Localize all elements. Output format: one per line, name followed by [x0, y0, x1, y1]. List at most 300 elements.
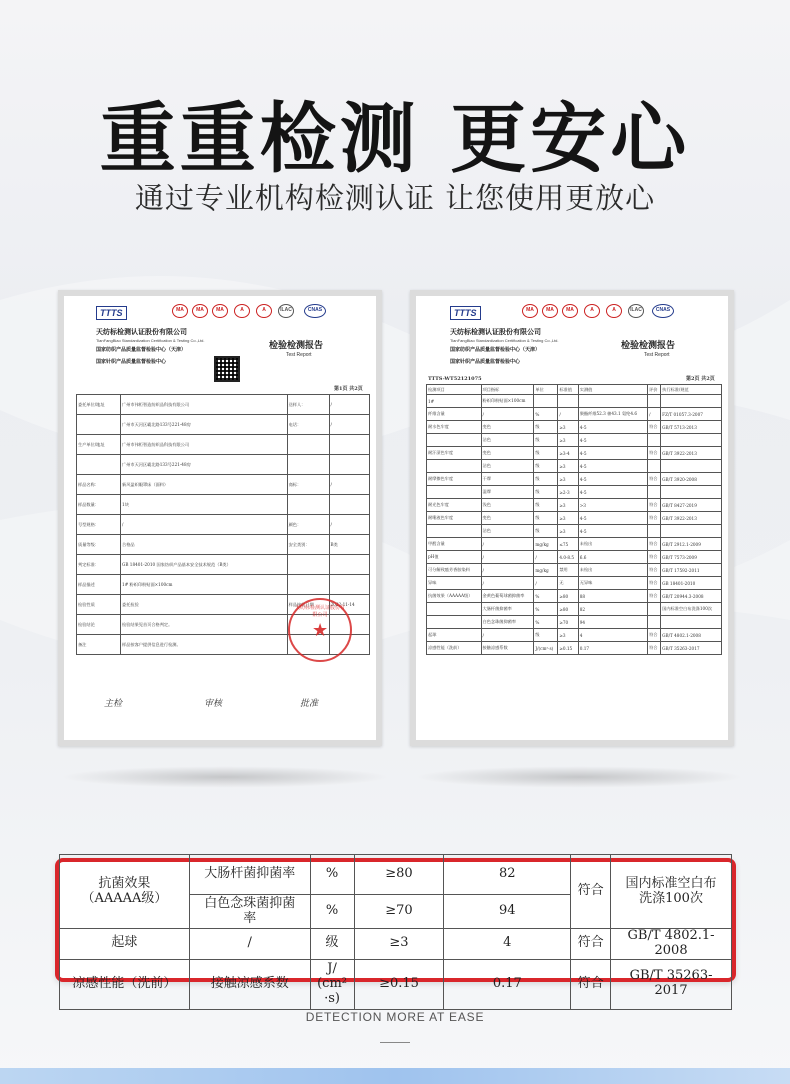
table-row — [427, 616, 722, 629]
table-cell: GB/T 5713-2013 — [661, 421, 722, 434]
official-stamp — [288, 598, 352, 662]
table-cell: 4-5 — [578, 421, 647, 434]
table-cell: >3 — [578, 499, 647, 512]
table-cell: 符合 — [648, 538, 661, 551]
table-header-cell: 实测值 — [578, 385, 647, 395]
zoom-cell-method: 国内标准空白布 洗涤100次 — [611, 855, 732, 929]
table-row — [77, 495, 370, 515]
stamp-text: 天纺标检测认证股份有限公司 — [294, 605, 345, 618]
table-header-cell: 单位 — [534, 385, 558, 395]
table-cell: 起球 — [427, 629, 482, 642]
table-cell — [329, 495, 369, 515]
table-cell: 无异味 — [578, 577, 647, 590]
zoom-cell-eval: 符合 — [571, 855, 611, 929]
ttts-logo: TTTS — [450, 306, 481, 320]
table-cell: 4-5 — [578, 525, 647, 538]
center2-name: 国家针织产品质量监督检验中心 — [96, 359, 167, 365]
certification-seal-icon: A — [234, 304, 250, 318]
table-cell: / — [481, 564, 534, 577]
caption-underline — [380, 1042, 410, 1043]
table-cell — [329, 555, 369, 575]
zoomed-results-table — [59, 854, 732, 1010]
table-row — [427, 564, 722, 577]
table-cell: ≥3-4 — [558, 447, 578, 460]
table-row — [427, 486, 722, 499]
table-row — [427, 629, 722, 642]
table-cell: 94 — [578, 616, 647, 629]
test-report-page-2 — [410, 290, 734, 746]
table-row — [77, 555, 370, 575]
table-cell: 样品数量： — [77, 495, 121, 515]
table-cell — [427, 616, 482, 629]
table-cell: 耐水色牢度 — [427, 421, 482, 434]
zoom-cell-method: GB/T 35263-2017 — [611, 959, 732, 1009]
table-cell: mg/kg — [534, 538, 558, 551]
table-cell: / — [558, 408, 578, 421]
table-row — [77, 535, 370, 555]
test-report-page-1 — [58, 290, 382, 746]
table-cell: 级 — [534, 629, 558, 642]
table-header-cell: 项目指标 — [481, 385, 534, 395]
table-cell: 级 — [534, 499, 558, 512]
table-cell: GB/T 3920-2008 — [661, 473, 722, 486]
table-cell: 生产单位/地址 — [77, 435, 121, 455]
table-cell — [77, 455, 121, 475]
zoom-cell-item: 凉感性能（洗前） — [60, 959, 190, 1009]
table-cell: 湿摩 — [481, 486, 534, 499]
table-cell: 样品接收日期 — [287, 595, 329, 615]
table-cell: ≥0.15 — [558, 642, 578, 655]
table-cell — [287, 455, 329, 475]
zoom-cell-std: ≥70 — [354, 895, 444, 929]
table-cell: 未检出 — [578, 538, 647, 551]
cma-seal-icon: MA — [192, 304, 208, 318]
table-cell — [648, 395, 661, 408]
table-cell: 浅色 — [481, 499, 534, 512]
table-cell: 符合 — [648, 564, 661, 577]
zoomed-results-highlight — [55, 858, 736, 1006]
zoom-cell-val: 0.17 — [444, 959, 571, 1009]
table-cell: 电话： — [287, 415, 329, 435]
table-cell: 广州市天河区霸北路133号221-48房 — [121, 455, 288, 475]
table-cell: 符合 — [648, 447, 661, 460]
table-cell: / — [534, 551, 558, 564]
table-cell — [77, 415, 121, 435]
table-cell: 沾色 — [481, 525, 534, 538]
table-cell: 级 — [534, 486, 558, 499]
table-header-cell: 评价 — [648, 385, 661, 395]
table-cell: 级 — [534, 473, 558, 486]
table-cell: 级 — [534, 421, 558, 434]
results-table — [426, 384, 722, 655]
table-cell: 广州市伟柜智造纺织品科技有限公司 — [121, 395, 288, 415]
table-cell — [287, 495, 329, 515]
table-cell: GB/T 4802.1-2008 — [661, 629, 722, 642]
zoom-cell-std: ≥80 — [354, 855, 444, 895]
table-row — [427, 447, 722, 460]
table-cell: 新风盈织眼罩床（面料） — [121, 475, 288, 495]
table-cell: 4-5 — [578, 434, 647, 447]
table-cell: 级 — [534, 460, 558, 473]
zoom-cell-std: ≥0.15 — [354, 959, 444, 1009]
zoom-cell-sub: / — [189, 929, 310, 960]
table-cell: 样品描述 — [77, 575, 121, 595]
table-cell: 大肠杆菌抑菌率 — [481, 603, 534, 616]
table-cell: 耐光色牢度 — [427, 499, 482, 512]
table-cell: % — [534, 590, 558, 603]
report-number: TTTS-WT52121075 — [428, 376, 482, 382]
table-cell — [661, 525, 722, 538]
zoom-table-row — [60, 929, 732, 960]
table-cell: 可分解致癌芳香胺染料 — [427, 564, 482, 577]
page-indicator: 第1页 共2页 — [334, 386, 363, 392]
table-cell: / — [121, 515, 288, 535]
table-cell: 样品名称： — [77, 475, 121, 495]
zoom-cell-unit: J/ (cm² ·s) — [310, 959, 354, 1009]
table-cell: 耐汗渍色牢度 — [427, 447, 482, 460]
table-cell: 4-5 — [578, 447, 647, 460]
table-cell: ≥3 — [558, 525, 578, 538]
table-cell: 商标： — [287, 475, 329, 495]
center-name: 国家纺织产品质量监督检验中心（天津） — [96, 347, 187, 353]
table-cell: 检验结果见首页合格判定。 — [121, 615, 288, 635]
table-cell: % — [534, 603, 558, 616]
table-cell — [648, 460, 661, 473]
table-cell: 82 — [578, 603, 647, 616]
table-cell: 符合 — [648, 473, 661, 486]
table-cell: 符合 — [648, 629, 661, 642]
table-cell: 抗菌效果（AAAAA级） — [427, 590, 482, 603]
table-cell: / — [481, 551, 534, 564]
table-cell: 无 — [558, 577, 578, 590]
report-shadow-left — [60, 766, 390, 788]
cma-seal-icon: MA — [542, 304, 558, 318]
table-cell — [427, 460, 482, 473]
star-icon: ★ — [312, 620, 329, 641]
table-cell: 4-5 — [578, 473, 647, 486]
table-cell: 4.0-8.5 — [558, 551, 578, 564]
table-cell — [661, 434, 722, 447]
org-name-en: TianFangBiao Standardization Certification & Testing Co.,Ltd. — [96, 338, 205, 343]
bottom-accent-bar — [0, 1068, 790, 1084]
table-row — [427, 395, 722, 408]
table-cell: 耐摩擦色牢度 — [427, 473, 482, 486]
table-cell: 广州市伟柜智造纺织品科技有限公司 — [121, 435, 288, 455]
table-cell: 4-5 — [578, 512, 647, 525]
table-cell: / — [481, 538, 534, 551]
table-cell: 符合 — [648, 421, 661, 434]
table-cell: / — [329, 475, 369, 495]
table-cell: ≥3 — [558, 421, 578, 434]
table-cell: FZ/T 01057.3-2007 — [661, 408, 722, 421]
zoom-cell-val: 4 — [444, 929, 571, 960]
table-cell: 安全类别： — [287, 535, 329, 555]
table-cell: 2022-11-14 — [329, 595, 369, 615]
table-cell: ≥80 — [558, 603, 578, 616]
signature-approver: 批准 — [300, 699, 319, 709]
table-cell: 检验结论 — [77, 615, 121, 635]
table-cell: 接触凉感系数 — [481, 642, 534, 655]
table-row — [427, 473, 722, 486]
table-cell: 委托检验 — [121, 595, 288, 615]
table-cell: GB/T 2912.1-2009 — [661, 538, 722, 551]
page-subheadline: 通过专业机构检测认证 让您使用更放心 — [134, 181, 656, 215]
zoom-table-row — [60, 855, 732, 895]
table-cell — [534, 395, 558, 408]
table-cell — [648, 486, 661, 499]
table-cell: 符合 — [648, 642, 661, 655]
table-cell: 耐唾液色牢度 — [427, 512, 482, 525]
table-row — [77, 435, 370, 455]
table-cell — [329, 455, 369, 475]
table-cell: GB/T 17592-2011 — [661, 564, 722, 577]
table-cell: / — [481, 408, 534, 421]
table-cell: ≥3 — [558, 512, 578, 525]
table-row — [427, 408, 722, 421]
table-cell: / — [329, 395, 369, 415]
page-headline: 重重检测 更安心 — [99, 94, 691, 183]
table-cell: 1# — [427, 395, 482, 408]
table-cell: GB/T 35263-2017 — [661, 642, 722, 655]
table-cell: 4-5 — [578, 486, 647, 499]
table-cell — [329, 575, 369, 595]
table-cell: 符合 — [648, 577, 661, 590]
table-row — [427, 421, 722, 434]
table-cell — [287, 575, 329, 595]
table-header-cell: 执行标准/规范 — [661, 385, 722, 395]
qr-code — [214, 356, 240, 382]
table-cell: B类 — [329, 535, 369, 555]
footer-caption: DETECTION MORE AT EASE — [305, 1010, 485, 1024]
cma-seal-icon: MA — [562, 304, 578, 318]
table-row — [77, 515, 370, 535]
table-cell — [427, 486, 482, 499]
table-cell: 符合 — [648, 512, 661, 525]
table-row — [77, 575, 370, 595]
table-cell — [661, 616, 722, 629]
report-title-en: Test Report — [286, 352, 312, 358]
table-cell: 变色 — [481, 447, 534, 460]
table-row — [427, 603, 722, 616]
table-cell: 4-5 — [578, 460, 647, 473]
zoom-cell-sub: 接触凉感系数 — [189, 959, 310, 1009]
table-cell: GB/T 7573-2009 — [661, 551, 722, 564]
table-cell: ≥3 — [558, 499, 578, 512]
table-cell: ≥3 — [558, 460, 578, 473]
table-cell: / — [329, 415, 369, 435]
org-name: 天纺标检测认证股份有限公司 — [450, 328, 541, 336]
ttts-logo: TTTS — [96, 306, 127, 320]
table-cell — [329, 435, 369, 455]
table-cell: 1# 粉织印粉贴面×100cm — [121, 575, 288, 595]
table-cell — [661, 486, 722, 499]
table-cell: 甲醛含量 — [427, 538, 482, 551]
table-cell — [287, 555, 329, 575]
table-cell: ≥2-3 — [558, 486, 578, 499]
table-cell: 判定标准： — [77, 555, 121, 575]
ilac-seal-icon: ILAC — [628, 304, 644, 318]
zoom-cell-unit: % — [310, 855, 354, 895]
table-cell: 检验性质 — [77, 595, 121, 615]
table-row — [427, 525, 722, 538]
table-cell: / — [648, 408, 661, 421]
table-cell: 符合 — [648, 551, 661, 564]
table-cell: 1块 — [121, 495, 288, 515]
report-shadow-right — [414, 766, 744, 788]
center2-name: 国家针织产品质量监督检验中心 — [450, 359, 521, 365]
table-row — [427, 434, 722, 447]
table-header-cell: 检测项目 — [427, 385, 482, 395]
zoom-cell-sub: 大肠杆菌抑菌率 — [189, 855, 310, 895]
org-name: 天纺标检测认证股份有限公司 — [96, 328, 187, 336]
cma-seal-icon: MA — [522, 304, 538, 318]
table-cell — [661, 460, 722, 473]
zoom-cell-unit: % — [310, 895, 354, 929]
table-cell: 级 — [534, 512, 558, 525]
table-cell: 送样人： — [287, 395, 329, 415]
table-cell — [427, 434, 482, 447]
page-indicator: 第2页 共2页 — [686, 376, 715, 382]
table-row — [427, 512, 722, 525]
table-cell — [287, 435, 329, 455]
table-cell: 干摩 — [481, 473, 534, 486]
table-row — [77, 415, 370, 435]
table-cell: 合格品 — [121, 535, 288, 555]
table-cell: 金黄色葡萄球菌抑菌率 — [481, 590, 534, 603]
table-row — [77, 475, 370, 495]
table-row — [427, 590, 722, 603]
zoom-table-row — [60, 959, 732, 1009]
table-cell — [648, 434, 661, 447]
zoom-cell-method: GB/T 4802.1-2008 — [611, 929, 732, 960]
table-cell: 级 — [534, 434, 558, 447]
table-cell: 白色念珠菌抑菌率 — [481, 616, 534, 629]
report-title-en: Test Report — [644, 352, 670, 358]
table-cell: / — [481, 577, 534, 590]
table-cell: 国内标准空白布洗涤100次 — [661, 603, 722, 616]
table-cell: J/(cm²·s) — [534, 642, 558, 655]
table-cell: 未检出 — [578, 564, 647, 577]
signature-reviewer: 审核 — [204, 699, 223, 709]
table-cell: 质量等级： — [77, 535, 121, 555]
table-cell: ≤75 — [558, 538, 578, 551]
table-cell: 聚酯纤维52.3 棉43.1 氨纶4.6 — [578, 408, 647, 421]
table-cell: 号型规格： — [77, 515, 121, 535]
table-cell: 粉织印粉贴面×100cm — [481, 395, 534, 408]
table-row — [77, 455, 370, 475]
cnas-seal-icon: CNAS — [304, 304, 326, 318]
table-cell: ≥3 — [558, 629, 578, 642]
table-cell — [648, 603, 661, 616]
table-cell: mg/kg — [534, 564, 558, 577]
zoom-cell-item: 抗菌效果 （AAAAA级） — [60, 855, 190, 929]
table-cell: GB/T 3922-2013 — [661, 447, 722, 460]
cma-seal-icon: MA — [172, 304, 188, 318]
table-cell: 级 — [534, 525, 558, 538]
table-cell: 凉感性能（洗前） — [427, 642, 482, 655]
table-cell: % — [534, 408, 558, 421]
org-name-en: TianFangBiao Standardization Certification & Testing Co.,Ltd. — [450, 338, 559, 343]
ilac-seal-icon: ILAC — [278, 304, 294, 318]
zoom-cell-item: 起球 — [60, 929, 190, 960]
table-cell: ≥3 — [558, 473, 578, 486]
table-cell: / — [481, 629, 534, 642]
zoom-cell-std: ≥3 — [354, 929, 444, 960]
table-cell — [661, 395, 722, 408]
signature-inspector: 主检 — [104, 699, 123, 709]
table-cell: GB/T 8427-2019 — [661, 499, 722, 512]
table-cell: 委托单位/地址 — [77, 395, 121, 415]
table-cell: ≥80 — [558, 590, 578, 603]
table-cell — [427, 603, 482, 616]
table-cell: 88 — [578, 590, 647, 603]
table-cell: / — [329, 515, 369, 535]
table-header-cell: 标准值 — [558, 385, 578, 395]
certification-seal-icon: A — [256, 304, 272, 318]
table-cell: 沾色 — [481, 434, 534, 447]
table-cell: 变色 — [481, 512, 534, 525]
table-cell: 6.6 — [578, 551, 647, 564]
table-cell: 0.17 — [578, 642, 647, 655]
center-name: 国家纺织产品质量监督检验中心（天津） — [450, 347, 541, 353]
report-title: 检验检测报告 — [621, 341, 676, 351]
zoom-cell-val: 82 — [444, 855, 571, 895]
table-cell: 纤维含量 — [427, 408, 482, 421]
table-cell: 级 — [534, 447, 558, 460]
table-row — [427, 551, 722, 564]
table-cell: GB/T 20944.3-2008 — [661, 590, 722, 603]
cnas-seal-icon: CNAS — [652, 304, 674, 318]
table-cell: 符合 — [648, 499, 661, 512]
table-row — [427, 499, 722, 512]
table-cell: 异味 — [427, 577, 482, 590]
report-title: 检验检测报告 — [269, 341, 324, 351]
cma-seal-icon: MA — [212, 304, 228, 318]
zoom-cell-eval: 符合 — [571, 929, 611, 960]
table-row — [77, 395, 370, 415]
table-cell — [648, 616, 661, 629]
table-cell: 4 — [578, 629, 647, 642]
table-cell — [578, 395, 647, 408]
table-cell: 符合 — [648, 590, 661, 603]
zoom-cell-val: 94 — [444, 895, 571, 929]
table-row — [427, 538, 722, 551]
table-row — [427, 642, 722, 655]
table-cell: 样品按客户提供信息进行检测。 — [121, 635, 288, 655]
zoom-cell-eval: 符合 — [571, 959, 611, 1009]
table-cell: 变色 — [481, 421, 534, 434]
table-cell: 沾色 — [481, 460, 534, 473]
table-row — [427, 460, 722, 473]
table-cell: GB 18401-2010 国家纺织产品基本安全技术规范（B类） — [121, 555, 288, 575]
table-row — [427, 577, 722, 590]
table-cell: GB/T 3922-2013 — [661, 512, 722, 525]
table-cell — [648, 525, 661, 538]
zoom-cell-unit: 级 — [310, 929, 354, 960]
table-cell: 广州市天河区霸北路133号221-48房 — [121, 415, 288, 435]
table-cell — [427, 525, 482, 538]
zoom-cell-sub: 白色念珠菌抑菌 率 — [189, 895, 310, 929]
table-cell: / — [534, 577, 558, 590]
certification-seal-icon: A — [584, 304, 600, 318]
table-cell: 禁用 — [558, 564, 578, 577]
table-cell: ≥70 — [558, 616, 578, 629]
table-cell: 颜色： — [287, 515, 329, 535]
table-cell: GB 18401-2010 — [661, 577, 722, 590]
table-cell: % — [534, 616, 558, 629]
table-cell: pH值 — [427, 551, 482, 564]
table-cell: ≥3 — [558, 434, 578, 447]
